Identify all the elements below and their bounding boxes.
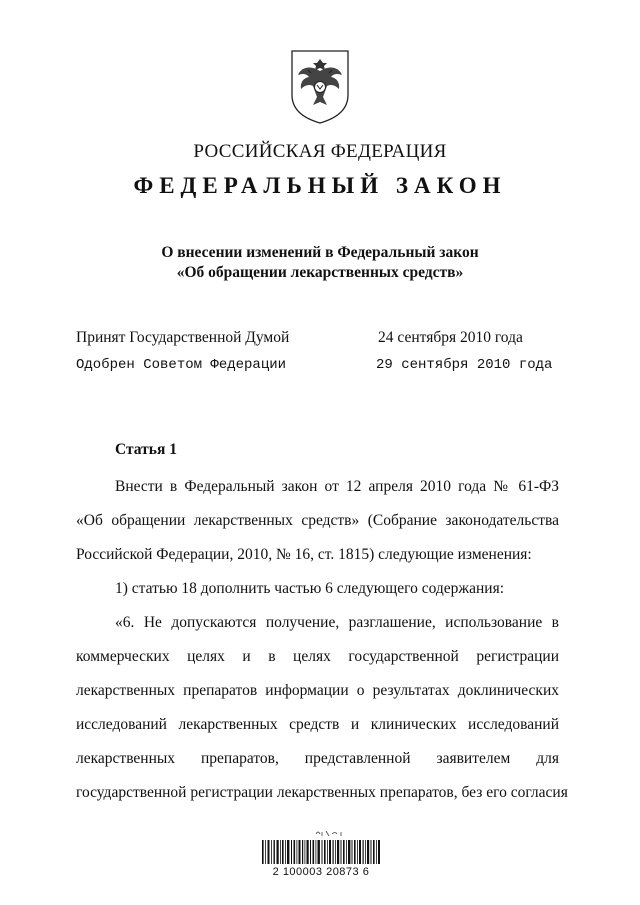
article-line: Внести в Федеральный закон от 12 апреля 2010 года № 61-ФЗ xyxy=(115,478,559,495)
article-line: исследований лекарственных средств и клинических исследований xyxy=(76,716,559,733)
document-type: ФЕДЕРАЛЬНЫЙ ЗАКОН xyxy=(133,173,507,198)
council-approval-date: 29 сентября 2010 года xyxy=(376,357,553,373)
article-line: Российской Федерации, 2010, № 16, ст. 1815) следующие изменения: xyxy=(76,546,532,563)
article-line: государственной регистрации лекарственных препаратов, без его согласия xyxy=(76,784,568,801)
russian-coat-of-arms-icon xyxy=(289,49,351,125)
duma-adoption-label: Принят Государственной Думой xyxy=(76,329,290,346)
article-line: «6. Не допускаются получение, разглашение, использование в xyxy=(115,614,559,631)
barcode-number: 2 100003 20873 6 xyxy=(272,866,370,878)
council-approval-label: Одобрен Советом Федерации xyxy=(76,357,287,373)
article-heading: Статья 1 xyxy=(115,441,177,458)
country-name: РОССИЙСКАЯ ФЕДЕРАЦИЯ xyxy=(193,141,447,162)
article-line: лекарственных препаратов информации о результатах доклинических xyxy=(76,682,559,699)
duma-adoption-date: 24 сентября 2010 года xyxy=(378,329,523,346)
barcode-icon xyxy=(256,828,406,898)
law-title xyxy=(0,243,640,283)
article-line: 1) статью 18 дополнить частью 6 следующего содержания: xyxy=(115,580,505,597)
law-title-line-1: О внесении изменений в Федеральный закон xyxy=(161,244,479,261)
article-line: коммерческих целях и в целях государственной регистрации xyxy=(76,648,559,665)
barcode-bars xyxy=(262,840,380,864)
article-line: лекарственных препаратов, представленной заявителем для xyxy=(76,750,559,767)
article-line: «Об обращении лекарственных средств» (Собрание законодательства xyxy=(76,512,559,529)
law-title-line-2: «Об обращении лекарственных средств» xyxy=(176,264,464,281)
